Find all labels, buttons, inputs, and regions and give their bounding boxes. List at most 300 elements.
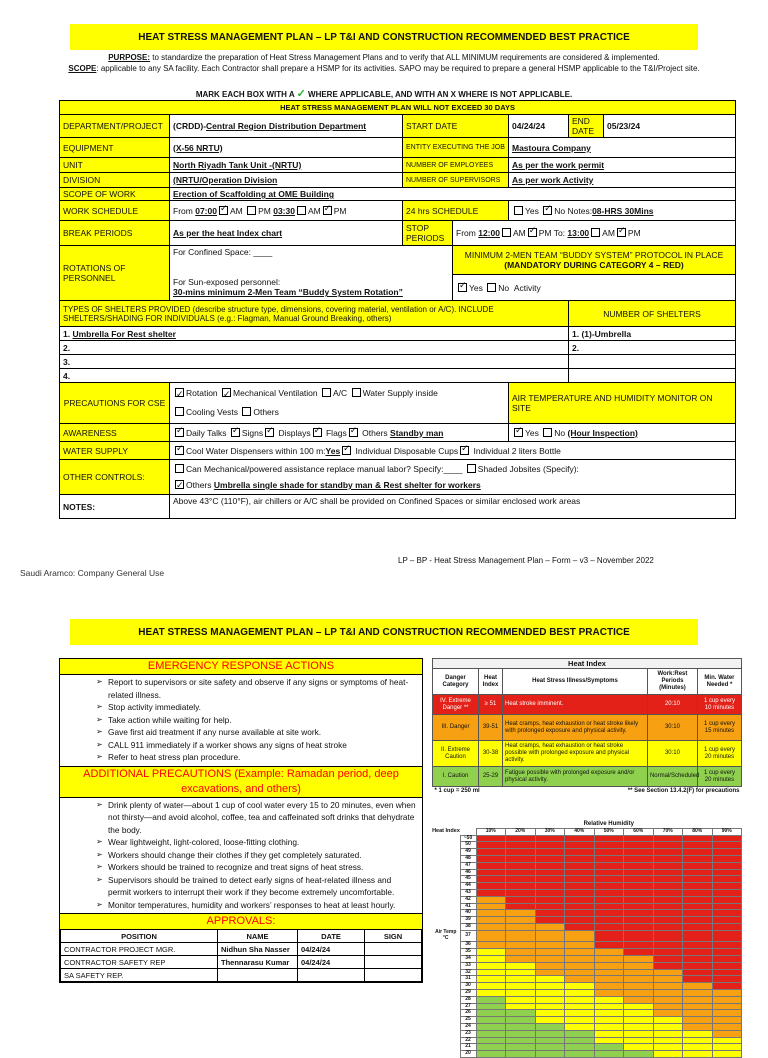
rh-cell (535, 930, 565, 942)
aw-flags-checkbox[interactable] (349, 428, 358, 437)
water-cups-checkbox[interactable] (460, 446, 469, 455)
rh-cell (506, 1030, 536, 1037)
table-row (432, 1017, 742, 1024)
hi-work-rest: Normal/Scheduled (647, 767, 697, 787)
rh-cell (506, 989, 536, 996)
rh-cell (653, 1051, 683, 1058)
rh-temp-cell: 41 (460, 903, 476, 910)
rh-cell (594, 1044, 624, 1051)
form-footer: LP – BP - Heat Stress Management Plan – Form – v3 – November 2022 (398, 556, 654, 565)
24hrs-label: 24 hrs SCHEDULE (403, 201, 509, 221)
aw-others-value[interactable]: Standby man (390, 427, 444, 438)
hsmp-form (59, 100, 736, 519)
rh-axis-cell (432, 1023, 460, 1030)
approvals-table (60, 929, 422, 982)
rh-cell (476, 1023, 506, 1030)
confined-space-text[interactable]: For Confined Space: ____ (170, 246, 453, 275)
rh-cell (624, 949, 654, 956)
rh-cell (565, 983, 595, 990)
shelter-row[interactable]: 4. (60, 369, 569, 383)
additional-list (60, 798, 422, 914)
break-periods-label: BREAK PERIODS (60, 221, 170, 246)
table-row (432, 849, 742, 856)
cse-others-checkbox[interactable] (242, 407, 251, 416)
cse-vests-checkbox[interactable] (175, 407, 184, 416)
rh-cell (476, 1003, 506, 1010)
list-item: ➢ Workers should be trained to recognize and treat signs of heat stress. (108, 861, 416, 874)
rh-cell (506, 835, 536, 842)
hour-inspection[interactable]: (Hour Inspection) (567, 427, 638, 438)
rh-cell (683, 955, 713, 962)
heat-index-table (432, 658, 742, 796)
rh-cell (653, 1044, 683, 1051)
24hrs-no-checkbox[interactable] (543, 206, 552, 215)
air-no-checkbox[interactable] (543, 428, 552, 437)
rh-cell (565, 883, 595, 890)
buddy-yes-checkbox[interactable] (458, 283, 467, 292)
schedule-end-time[interactable]: 03:30 (273, 205, 295, 216)
rh-cell (565, 835, 595, 842)
rh-humidity-header: 70% (653, 828, 683, 835)
rh-cell (624, 903, 654, 910)
page-title (70, 24, 698, 50)
hi-note-left: * 1 cup = 250 ml (434, 788, 480, 794)
rh-cell (506, 962, 536, 969)
stop-end-am-checkbox[interactable] (591, 228, 600, 237)
approvals-title: APPROVALS: (60, 913, 422, 929)
rh-humidity-header: 90% (712, 828, 742, 835)
rh-axis-cell (432, 983, 460, 990)
table-row (61, 956, 422, 969)
rh-cell (712, 1030, 742, 1037)
table-row (432, 976, 742, 983)
rh-cell (624, 910, 654, 917)
rh-cell (535, 883, 565, 890)
rh-cell (506, 930, 536, 942)
aw-signs-checkbox[interactable] (231, 428, 240, 437)
rh-temp-cell: 42 (460, 896, 476, 903)
hi-symptoms: Fatigue possible with prolonged exposure and/or physical activity. (503, 767, 648, 787)
rh-cell (683, 942, 713, 949)
list-item: ➢ Stop activity immediately. (108, 701, 416, 714)
list-item: ➢ Workers should change their clothes if they get completely saturated. (108, 849, 416, 862)
relative-humidity-panel (432, 821, 742, 1057)
rh-cell (535, 969, 565, 976)
list-item: ➢ Gave first aid treatment if any nurse available at site work. (108, 726, 416, 739)
rh-cell (476, 942, 506, 949)
rh-temp-cell: 45 (460, 876, 476, 883)
rh-cell (653, 917, 683, 924)
rh-cell (594, 955, 624, 962)
approval-sign[interactable] (365, 956, 422, 969)
approval-date[interactable] (298, 969, 365, 982)
stop-to: To: (553, 228, 566, 238)
hi-value: ≥ 51 (479, 695, 503, 715)
rh-cell (506, 876, 536, 883)
list-item: ➢ Take action while waiting for help. (108, 714, 416, 727)
rh-cell (624, 917, 654, 924)
form-header: HEAT STRESS MANAGEMENT PLAN WILL NOT EXCEED 30 DAYS (60, 101, 736, 115)
rh-cell (683, 1037, 713, 1044)
rh-cell (476, 869, 506, 876)
no-label-2: No (498, 282, 510, 293)
table-row (432, 983, 742, 990)
rh-cell (683, 969, 713, 976)
rh-cell (594, 930, 624, 942)
cse-others: Others (253, 407, 279, 417)
rh-temp-cell: 33 (460, 962, 476, 969)
table-row (432, 923, 742, 930)
rh-cell (624, 1037, 654, 1044)
shelter-row[interactable]: 3. (60, 355, 569, 369)
rh-cell (683, 896, 713, 903)
mark-post: WHERE APPLICABLE, AND WITH AN X WHERE IS NOT APPLICABLE. (308, 90, 573, 99)
rh-cell (565, 1037, 595, 1044)
shelter-count[interactable]: 2. (569, 341, 736, 355)
rh-temp-cell: 40 (460, 910, 476, 917)
approval-sign[interactable] (365, 943, 422, 956)
rh-cell (476, 883, 506, 890)
table-header: DATE (298, 930, 365, 943)
cse-rotation-checkbox[interactable] (175, 388, 184, 397)
rh-cell (594, 942, 624, 949)
rh-cell (476, 1017, 506, 1024)
rh-axis-cell (432, 889, 460, 896)
rh-cell (712, 849, 742, 856)
rh-cell (624, 842, 654, 849)
air-yes-checkbox[interactable] (514, 428, 523, 437)
rh-cell (535, 855, 565, 862)
division-value[interactable]: (NRTU/Operation Division (170, 173, 403, 188)
rh-cell (476, 849, 506, 856)
rh-axis-cell (432, 1051, 460, 1058)
schedule-end-am-checkbox[interactable] (297, 206, 306, 215)
table-row (433, 695, 742, 715)
table-header: POSITION (61, 930, 218, 943)
yes-label: Yes (525, 205, 539, 216)
hi-water: 1 cup every 10 minutes (697, 695, 741, 715)
rh-humidity-header: 80% (683, 828, 713, 835)
rh-cell (712, 917, 742, 924)
rh-cell (506, 955, 536, 962)
rh-cell (653, 996, 683, 1003)
rh-cell (594, 1010, 624, 1017)
entity-value[interactable]: Mastoura Company (509, 138, 736, 158)
rh-cell (476, 949, 506, 956)
scope-of-work-value[interactable]: Erection of Scaffolding at OME Building (170, 188, 736, 201)
rh-temp-cell: 23 (460, 1030, 476, 1037)
shelter-text: Umbrella For Rest shelter (72, 328, 176, 339)
start-date-value[interactable]: 04/24/24 (509, 115, 569, 138)
air-temp-answer (509, 424, 736, 442)
rh-axis-cell (432, 862, 460, 869)
rh-cell (594, 969, 624, 976)
employees-label: NUMBER OF EMPLOYEES (403, 158, 509, 173)
schedule-from: From (173, 205, 193, 216)
rh-cell (535, 1044, 565, 1051)
rh-cell (653, 876, 683, 883)
rh-cell (653, 942, 683, 949)
rh-cell (712, 969, 742, 976)
sun-value[interactable]: 30-mins minimum 2-Men Team “Buddy System Rotation” (173, 287, 403, 298)
rh-cell (594, 1023, 624, 1030)
rh-cell (535, 862, 565, 869)
rh-cell (594, 989, 624, 996)
table-row (432, 1003, 742, 1010)
rh-cell (712, 989, 742, 996)
notes-text: Above 43°C (110°F), air chillers or A/C shall be provided on Confined Spaces or similar enclosed work areas (170, 495, 736, 519)
approval-name[interactable]: Thennarasu Kumar (218, 956, 298, 969)
approval-name[interactable] (218, 969, 298, 982)
rh-axis-cell (432, 849, 460, 856)
rh-cell (506, 910, 536, 917)
rh-cell (506, 896, 536, 903)
rh-cell (683, 842, 713, 849)
shelter-count[interactable]: 1. (1)-Umbrella (569, 327, 736, 341)
stop-end-time[interactable]: 13:00 (567, 228, 590, 238)
other-mech-checkbox[interactable] (175, 464, 184, 473)
buddy-no-checkbox[interactable] (487, 283, 496, 292)
rh-cell (624, 1003, 654, 1010)
stop-start-am-checkbox[interactable] (502, 228, 511, 237)
list-item: ➢ Refer to heat stress plan procedure. (108, 751, 416, 764)
shelters-number-label: NUMBER OF SHELTERS (569, 301, 736, 327)
rh-cell (535, 955, 565, 962)
water-cool-checkbox[interactable] (175, 446, 184, 455)
aw-daily-checkbox[interactable] (175, 428, 184, 437)
no-label-3: No (554, 427, 566, 438)
stop-start-pm-checkbox[interactable] (528, 228, 537, 237)
break-periods-value[interactable]: As per the heat Index chart (170, 221, 403, 246)
rh-cell (594, 917, 624, 924)
unit-value[interactable]: North Riyadh Tank Unit -(NRTU) (170, 158, 403, 173)
rh-cell (476, 917, 506, 924)
table-header: Heat Stress Illness/Symptoms (503, 669, 648, 695)
equipment-label: EQUIPMENT (60, 138, 170, 158)
supervisors-value[interactable]: As per work Activity (509, 173, 736, 188)
rh-cell (506, 996, 536, 1003)
rh-cell (624, 1051, 654, 1058)
rh-humidity-header: 50% (594, 828, 624, 835)
rh-humidity-header: 20% (506, 828, 536, 835)
other-others-value[interactable]: Umbrella single shade for standby man & Rest shelter for workers (213, 480, 481, 490)
rh-cell (712, 862, 742, 869)
rh-cell (535, 989, 565, 996)
rh-cell (712, 869, 742, 876)
shelter-count[interactable] (569, 369, 736, 383)
aw-displays-checkbox[interactable] (313, 428, 322, 437)
shelter-count[interactable] (569, 355, 736, 369)
rh-cell (683, 1051, 713, 1058)
rh-cell (506, 862, 536, 869)
rh-cell (624, 889, 654, 896)
equipment-value[interactable]: (X-56 NRTU) (170, 138, 403, 158)
rh-cell (594, 862, 624, 869)
rh-cell (712, 889, 742, 896)
rh-cell (565, 989, 595, 996)
page2-title-text: HEAT STRESS MANAGEMENT PLAN – LP T&I AND CONSTRUCTION RECOMMENDED BEST PRACTICE (138, 626, 630, 638)
notes-value[interactable]: 08-HRS 30Mins (592, 205, 654, 216)
rh-axis-cell (432, 903, 460, 910)
rh-cell (712, 1023, 742, 1030)
rh-cell (535, 869, 565, 876)
title-text: HEAT STRESS MANAGEMENT PLAN – LP T&I AND CONSTRUCTION RECOMMENDED BEST PRACTICE (138, 31, 630, 43)
rh-cell (476, 930, 506, 942)
rh-temp-cell: 47 (460, 862, 476, 869)
table-row (432, 955, 742, 962)
rh-cell (506, 976, 536, 983)
rh-temp-cell: 28 (460, 996, 476, 1003)
rh-cell (594, 1051, 624, 1058)
table-row (432, 842, 742, 849)
rh-cell (653, 855, 683, 862)
rh-cell (653, 889, 683, 896)
dept-value[interactable] (170, 115, 403, 138)
rh-temp-cell: 37 (460, 930, 476, 942)
stop-from: From (456, 228, 476, 238)
rh-cell (565, 855, 595, 862)
rh-cell (594, 842, 624, 849)
rh-cell (624, 1044, 654, 1051)
rh-cell (594, 983, 624, 990)
rh-cell (712, 930, 742, 942)
rh-cell (476, 842, 506, 849)
rh-cell (683, 889, 713, 896)
rh-cell (565, 996, 595, 1003)
rh-cell (683, 989, 713, 996)
stop-start-time[interactable]: 12:00 (478, 228, 500, 238)
rh-cell (565, 917, 595, 924)
rh-temp-cell: 32 (460, 969, 476, 976)
rh-axis-cell (432, 910, 460, 917)
approval-position: CONTRACTOR SAFETY REP (61, 956, 218, 969)
schedule-start-am-checkbox[interactable] (219, 206, 228, 215)
rh-cell (535, 949, 565, 956)
am-label-2: AM (307, 205, 321, 216)
shelter-row[interactable] (60, 327, 569, 341)
approval-date[interactable]: 04/24/24 (298, 956, 365, 969)
rh-cell (683, 996, 713, 1003)
list-item: ➢ CALL 911 immediately if a worker shows any signs of heat stroke (108, 739, 416, 752)
cse-mech-checkbox[interactable] (222, 388, 231, 397)
buddy-system-box (453, 246, 736, 275)
cse-water-checkbox[interactable] (352, 388, 361, 397)
table-row (432, 996, 742, 1003)
rh-axis-cell (432, 1030, 460, 1037)
rh-axis-cell (432, 976, 460, 983)
cse-ac-checkbox[interactable] (322, 388, 331, 397)
cse-vests: Cooling Vests (186, 407, 238, 417)
table-header: Work:Rest Periods (Minutes) (647, 669, 697, 695)
rh-axis-cell (432, 989, 460, 996)
other-mech: Can Mechanical/powered assistance replace manual labor? Specify:____ (186, 464, 463, 474)
buddy-mandatory: (MANDATORY DURING CATEGORY 4 – RED) (504, 260, 684, 270)
other-shaded-checkbox[interactable] (467, 464, 476, 473)
mark-instructions (60, 87, 708, 100)
24hrs-yes-checkbox[interactable] (514, 206, 523, 215)
rh-cell (476, 876, 506, 883)
rh-temp-cell: 49 (460, 849, 476, 856)
rh-temp-cell: 46 (460, 869, 476, 876)
schedule-start-pm-checkbox[interactable] (247, 206, 256, 215)
rh-cell (712, 1037, 742, 1044)
rh-cell (624, 855, 654, 862)
other-others-checkbox[interactable] (175, 480, 184, 489)
dept-label: DEPARTMENT/PROJECT (60, 115, 170, 138)
rh-cell (683, 855, 713, 862)
rh-cell (712, 1044, 742, 1051)
rh-axis-cell (432, 835, 460, 842)
hi-category: IV. Extreme Danger ** (433, 695, 479, 715)
rh-cell (535, 849, 565, 856)
other-shaded: Shaded Jobsites (Specify): (477, 464, 579, 474)
end-date-value[interactable]: 05/23/24 (604, 115, 736, 138)
rh-cell (594, 976, 624, 983)
rh-cell (712, 1010, 742, 1017)
table-row (432, 896, 742, 903)
rh-cell (712, 842, 742, 849)
scope-text: : applicable to any SA facility. Each Contractor shall prepare a HSMP for its activities. SAPO may be required to prepare a general HSMP applicable to the T&I/Project site. (96, 64, 700, 73)
rh-cell (594, 849, 624, 856)
hi-category: III. Danger (433, 715, 479, 741)
rh-cell (683, 883, 713, 890)
start-date-label: START DATE (403, 115, 509, 138)
check-mark-icon: ✓ (296, 88, 306, 100)
schedule-start-time[interactable]: 07:00 (195, 205, 217, 216)
hi-symptoms: Heat cramps, heat exhaustion or heat stroke possible with prolonged exposure and physical activity. (503, 741, 648, 767)
rh-cell (565, 889, 595, 896)
rh-cell (506, 1044, 536, 1051)
hi-value: 25-29 (479, 767, 503, 787)
rh-axis-cell (432, 876, 460, 883)
rh-cell (624, 942, 654, 949)
table-row (433, 715, 742, 741)
notes-label: NOTES: (60, 495, 170, 519)
approval-name[interactable]: Nidhun Sha Nasser (218, 943, 298, 956)
rh-cell (506, 983, 536, 990)
rh-cell (594, 962, 624, 969)
stop-end-pm-checkbox[interactable] (617, 228, 626, 237)
rh-cell (565, 1044, 595, 1051)
schedule-end-pm-checkbox[interactable] (323, 206, 332, 215)
rh-cell (653, 849, 683, 856)
water-cool-yes-checkbox[interactable] (342, 446, 351, 455)
pm-label-2: PM (333, 205, 347, 216)
rh-cell (476, 1044, 506, 1051)
hi-water: 1 cup every 20 minutes (697, 767, 741, 787)
rh-humidity-header: 10% (476, 828, 506, 835)
shelter-row[interactable]: 2. (60, 341, 569, 355)
approval-sign[interactable] (365, 969, 422, 982)
approval-date[interactable]: 04/24/24 (298, 943, 365, 956)
rh-cell (506, 923, 536, 930)
rh-cell (712, 923, 742, 930)
rh-cell (712, 949, 742, 956)
rh-cell (683, 849, 713, 856)
rh-cell (624, 930, 654, 942)
aw-signs2-checkbox[interactable] (265, 428, 274, 437)
sun-exposed-box (170, 275, 453, 301)
table-row (432, 949, 742, 956)
hi-category: I. Caution (433, 767, 479, 787)
awareness-options (170, 424, 509, 442)
rh-cell (683, 862, 713, 869)
rh-temp-cell: 24 (460, 1023, 476, 1030)
employees-value[interactable]: As per the work permit (509, 158, 736, 173)
rh-cell (683, 917, 713, 924)
table-row (432, 876, 742, 883)
rh-cell (683, 923, 713, 930)
